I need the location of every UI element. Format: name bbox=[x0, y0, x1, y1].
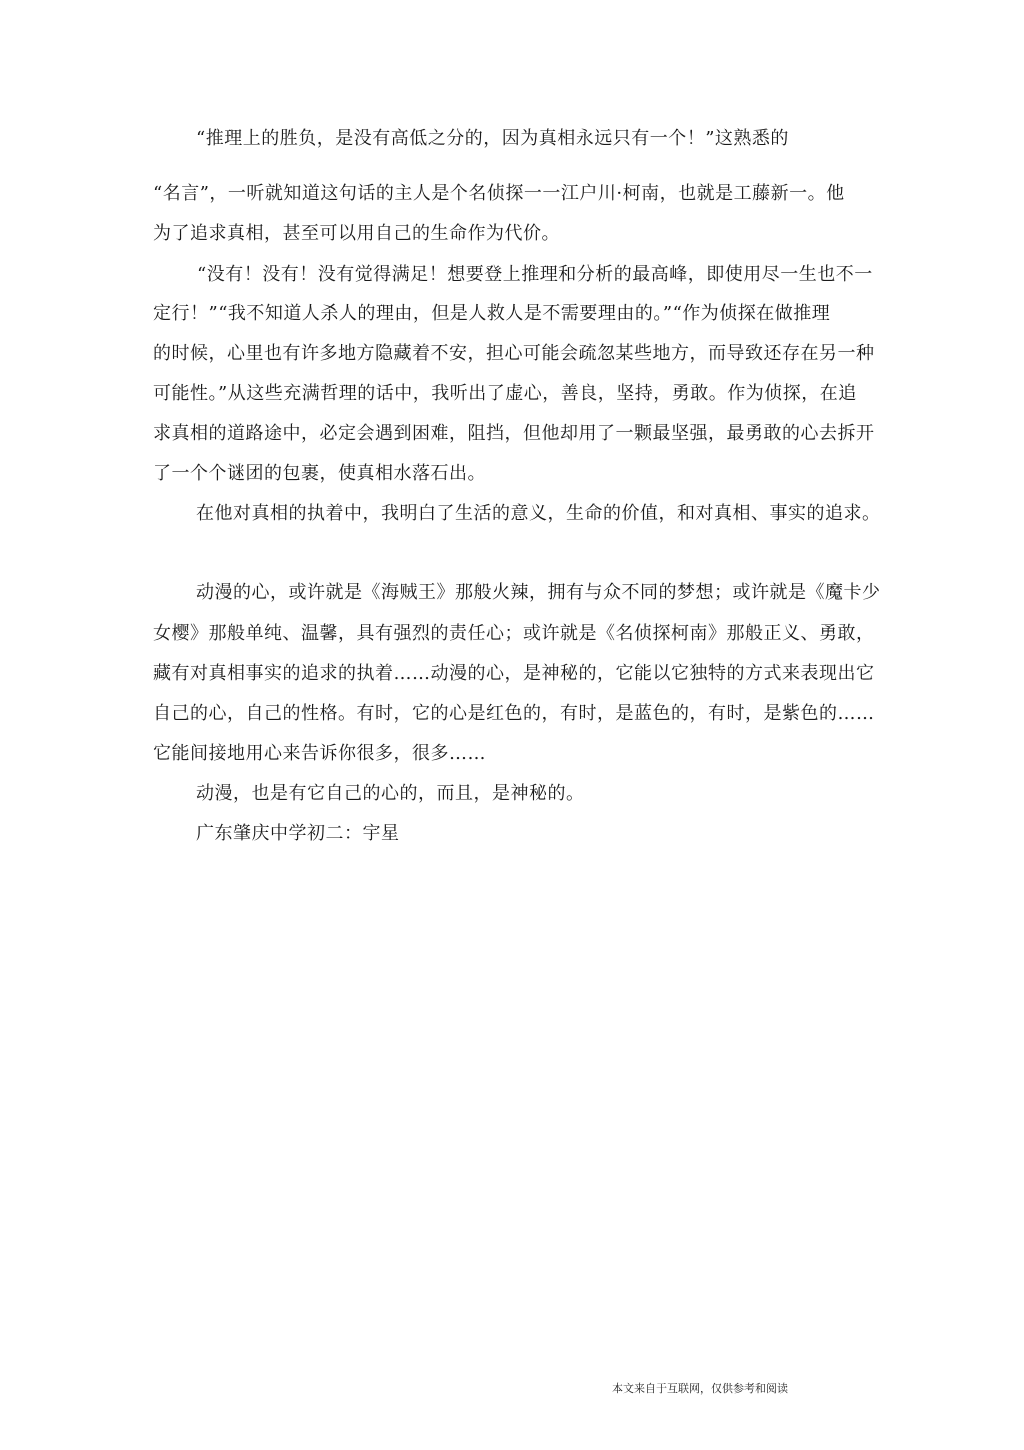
text-line-6: 的时候，心里也有许多地方隐藏着不安，担心可能会疏忽某些地方，而导致还存在另一种 bbox=[153, 343, 875, 364]
text-line-16: 动漫，也是有它自己的心的，而且，是神秘的。 bbox=[196, 783, 585, 804]
text-line-9: 了一个个谜团的包裹，使真相水落石出。 bbox=[153, 463, 486, 484]
text-line-13: 藏有对真相事实的追求的执着……动漫的心，是神秘的，它能以它独特的方式来表现出它 bbox=[153, 663, 875, 684]
text-line-5: 定行！”“我不知道人杀人的理由，但是人救人是不需要理由的。”“作为侦探在做推理 bbox=[153, 303, 831, 324]
text-line-14: 自己的心，自己的性格。有时，它的心是红色的，有时，是蓝色的，有时，是紫色的…… bbox=[153, 703, 875, 724]
text-line-12: 女樱》那般单纯、温馨，具有强烈的责任心；或许就是《名侦探柯南》那般正义、勇敢， bbox=[153, 623, 875, 644]
text-line-10: 在他对真相的执着中，我明白了生活的意义，生命的价值，和对真相、事实的追求。 bbox=[196, 503, 881, 524]
text-line-1: “推理上的胜负，是没有高低之分的，因为真相永远只有一个！”这熟悉的 bbox=[196, 128, 789, 149]
text-line-15: 它能间接地用心来告诉你很多，很多…… bbox=[153, 743, 486, 764]
footer-note: 本文来自于互联网，仅供参考和阅读 bbox=[612, 1382, 788, 1395]
author-line: 广东肇庆中学初二：宇星 bbox=[196, 823, 400, 844]
text-line-4: “没有！没有！没有觉得满足！想要登上推理和分析的最高峰，即使用尽一生也不一 bbox=[197, 264, 873, 285]
text-line-11: 动漫的心，或许就是《海贼王》那般火辣，拥有与众不同的梦想；或许就是《魔卡少 bbox=[196, 582, 881, 603]
text-line-3: 为了追求真相，甚至可以用自己的生命作为代价。 bbox=[153, 223, 560, 244]
text-line-7: 可能性。”从这些充满哲理的话中，我听出了虚心，善良，坚持，勇敢。作为侦探，在追 bbox=[153, 383, 857, 404]
text-line-8: 求真相的道路途中，必定会遇到困难，阻挡，但他却用了一颗最坚强，最勇敢的心去拆开 bbox=[153, 423, 875, 444]
text-line-2: “名言”，一听就知道这句话的主人是个名侦探一一江户川·柯南，也就是工藤新一。他 bbox=[153, 183, 845, 204]
